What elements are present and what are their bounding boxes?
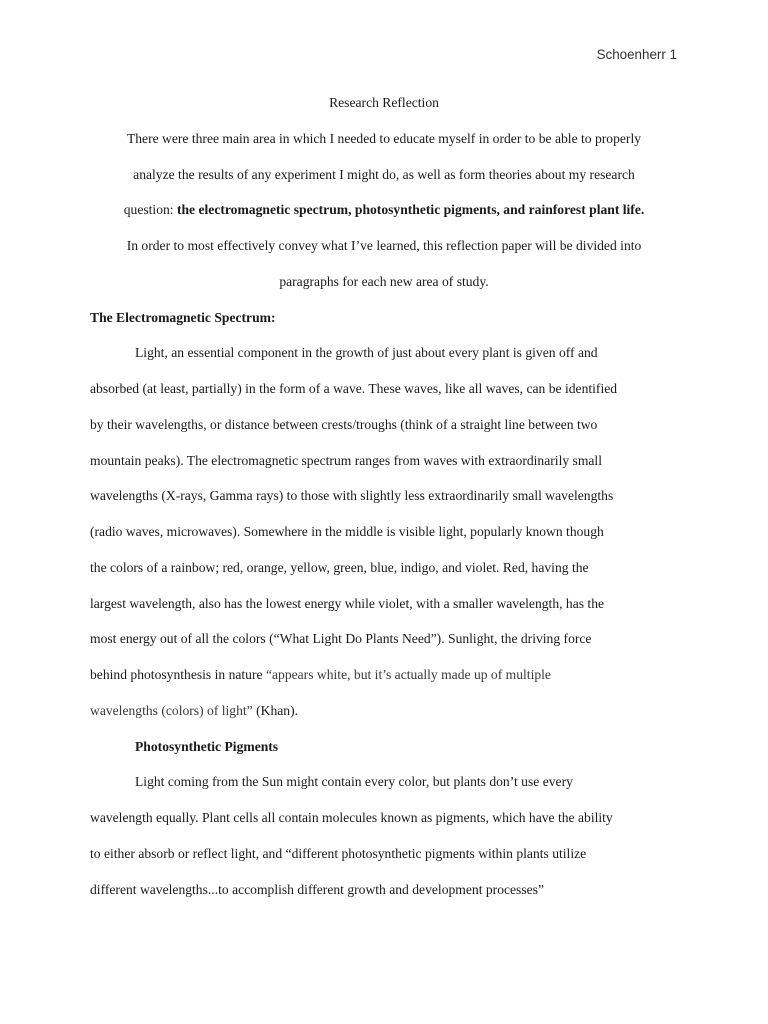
- intro-line: analyze the results of any experiment I might do, as well as form theories about my research: [133, 167, 635, 182]
- intro-line: In order to most effectively convey what I’ve learned, this reflection paper will be divided into: [126, 238, 642, 253]
- body-line: absorbed (at least, partially) in the form of a wave. These waves, like all waves, can be identified: [90, 381, 618, 396]
- section-heading: The Electromagnetic Spectrum:: [90, 310, 276, 325]
- body-line: largest wavelength, also has the lowest energy while violet, with a smaller wavelength, has the: [90, 596, 605, 611]
- body-line: the colors of a rainbow; red, orange, yellow, green, blue, indigo, and violet. Red, having the: [90, 560, 589, 575]
- citation: (Khan).: [252, 703, 298, 718]
- body-line: Light coming from the Sun might contain every color, but plants don’t use every: [135, 774, 573, 789]
- intro-line: There were three main area in which I needed to educate myself in order to be able to properly: [126, 131, 642, 146]
- research-topics: the electromagnetic spectrum, photosynthetic pigments, and rainforest plant life.: [176, 202, 645, 217]
- body-line: wavelengths (X-rays, Gamma rays) to those with slightly less extraordinarily small wavelengths: [90, 488, 614, 503]
- body-line: most energy out of all the colors (“What Light Do Plants Need”). Sunlight, the driving force: [90, 631, 592, 646]
- body-line: to either absorb or reflect light, and “different photosynthetic pigments within plants utilize: [90, 846, 587, 861]
- document-title: Research Reflection: [329, 95, 439, 110]
- body-line: mountain peaks). The electromagnetic spectrum ranges from waves with extraordinarily small: [90, 453, 602, 468]
- intro-line: [0, 200, 768, 220]
- intro-line: paragraphs for each new area of study.: [279, 274, 489, 289]
- quotation: “appears white, but it’s actually made up of multiple: [265, 667, 551, 682]
- section-heading: Photosynthetic Pigments: [135, 739, 279, 754]
- body-line: wavelength equally. Plant cells all contain molecules known as pigments, which have the ability: [90, 810, 613, 825]
- body-line: [90, 701, 298, 721]
- quotation: wavelengths (colors) of light”: [90, 703, 253, 718]
- body-line: different wavelengths...to accomplish different growth and development processes”: [90, 882, 544, 897]
- running-head: Schoenherr 1: [596, 47, 677, 62]
- body-line: (radio waves, microwaves). Somewhere in the middle is visible light, popularly known though: [90, 524, 604, 539]
- body-line: by their wavelengths, or distance between crests/troughs (think of a straight line between two: [90, 417, 598, 432]
- body-text: behind photosynthesis in nature: [90, 667, 266, 682]
- intro-line-lead: question:: [123, 202, 177, 217]
- body-line: Light, an essential component in the growth of just about every plant is given off and: [135, 345, 598, 360]
- body-line: [90, 665, 551, 685]
